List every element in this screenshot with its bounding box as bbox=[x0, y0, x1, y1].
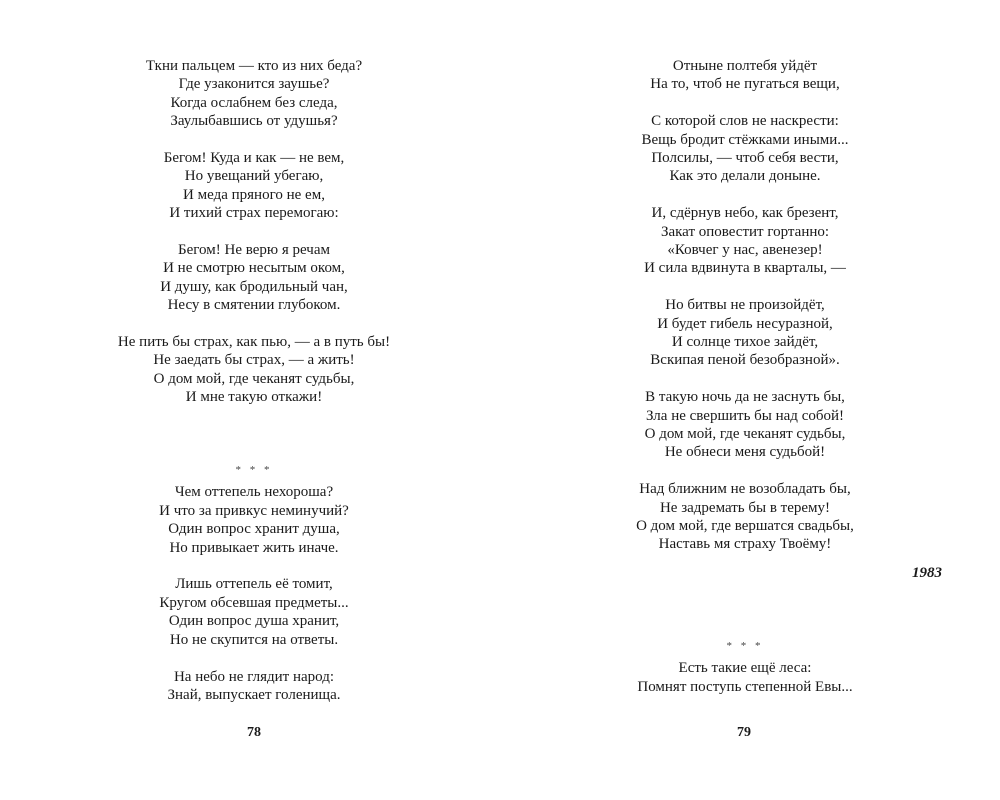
stanza bbox=[104, 575, 404, 649]
stanza bbox=[104, 333, 404, 407]
verse-line: И не смотрю несытым оком, bbox=[163, 260, 345, 277]
verse-line: Несу в смятении глубоком. bbox=[167, 297, 341, 314]
verse-line: Не заедать бы страх, — а жить! bbox=[153, 352, 355, 369]
page-number: 79 bbox=[737, 725, 751, 740]
verse-line: Один вопрос хранит душа, bbox=[168, 521, 340, 538]
verse-line: Ткни пальцем — кто из них беда? bbox=[145, 58, 363, 74]
verse-line: С которой слов не наскрести: bbox=[651, 113, 839, 130]
stanza bbox=[595, 480, 895, 554]
verse-line: И мне такую откажи! bbox=[185, 389, 323, 406]
verse-line: Лишь оттепель её томит, bbox=[175, 576, 333, 593]
poem-date: 1983 bbox=[912, 565, 942, 582]
verse-line: Вещь бродит стёжками иными... bbox=[641, 131, 849, 148]
stanza bbox=[595, 57, 895, 94]
verse-line: На небо не глядит народ: bbox=[173, 668, 335, 685]
stanza bbox=[104, 57, 404, 131]
verse-line: Чем оттепель нехороша? bbox=[174, 484, 334, 501]
verse-line: Один вопрос душа хранит, bbox=[168, 613, 340, 630]
verse-line: И, сдёрнув небо, как брезент, bbox=[651, 205, 839, 222]
verse-line: Не задремать бы в терему! bbox=[659, 499, 831, 516]
stanza bbox=[595, 296, 895, 370]
verse-line: И тихий страх перемогаю: bbox=[169, 205, 339, 222]
verse-line: И сила вдвинута в кварталы, — bbox=[644, 260, 846, 277]
verse-line: Наставь мя страху Твоёму! bbox=[658, 536, 832, 553]
verse-line: И солнце тихое зайдёт, bbox=[671, 334, 819, 351]
verse-line: Полсилы, — чтоб себя вести, bbox=[651, 150, 839, 167]
verse-line: О дом мой, где вершатся свадьбы, bbox=[636, 518, 854, 535]
verse-line: Кругом обсевшая предметы... bbox=[159, 594, 349, 611]
verse-line: И будет гибель несуразной, bbox=[657, 315, 833, 332]
stanza bbox=[104, 483, 404, 557]
verse-line: Бегом! Куда и как — не вем, bbox=[163, 150, 345, 167]
spacer bbox=[104, 425, 404, 461]
verse-line: И душу, как бродильный чан, bbox=[160, 278, 348, 295]
poem-2-continued bbox=[595, 57, 942, 583]
stanza bbox=[104, 668, 404, 705]
poem-3 bbox=[595, 659, 895, 696]
verse-line: Но привыкает жить иначе. bbox=[169, 539, 339, 556]
verse-line: Не пить бы страх, как пью, — а в путь бы! bbox=[117, 334, 391, 351]
verse-line: Зла не свершить бы над собой! bbox=[645, 407, 845, 424]
left-page-text bbox=[104, 57, 404, 723]
verse-line: Над ближним не возобладать бы, bbox=[639, 481, 851, 498]
verse-line: Но увещаний убегаю, bbox=[184, 168, 324, 185]
verse-line: Закат оповестит гортанно: bbox=[660, 223, 830, 240]
verse-line: Но битвы не произойдёт, bbox=[665, 297, 825, 314]
right-page-text bbox=[595, 57, 942, 714]
spacer bbox=[595, 601, 895, 637]
verse-line: Когда ослабнем без следа, bbox=[170, 94, 338, 111]
verse-line: Где узаконится заушье? bbox=[178, 76, 330, 93]
section-separator: * * * bbox=[726, 639, 764, 652]
stanza bbox=[104, 241, 404, 315]
verse-line: Отныне полтебя уйдёт bbox=[672, 58, 818, 74]
verse-line: Бегом! Не верю я речам bbox=[178, 242, 330, 259]
verse-line: О дом мой, где чеканят судьбы, bbox=[644, 426, 846, 443]
verse-line: Как это делали доныне. bbox=[669, 168, 821, 185]
stanza bbox=[595, 659, 895, 696]
stanza bbox=[595, 388, 895, 462]
verse-line: Знай, выпускает голенища. bbox=[167, 686, 341, 703]
verse-line: Помнят поступь степенной Евы... bbox=[637, 678, 853, 695]
poem-2 bbox=[104, 483, 404, 704]
right-page bbox=[500, 0, 1000, 800]
verse-line: Есть такие ещё леса: bbox=[678, 660, 812, 677]
verse-line: О дом мой, где чеканят судьбы, bbox=[153, 370, 355, 387]
verse-line: В такую ночь да не заснуть бы, bbox=[645, 389, 845, 406]
verse-line: На то, чтоб не пугаться вещи, bbox=[650, 76, 840, 93]
stanza bbox=[595, 204, 895, 278]
stanza bbox=[104, 149, 404, 223]
verse-line: И меда пряного не ем, bbox=[183, 186, 325, 203]
verse-line: И что за привкус неминучий? bbox=[159, 502, 349, 519]
verse-line: Но не скупится на ответы. bbox=[169, 631, 339, 648]
section-separator: * * * bbox=[235, 464, 273, 477]
poem-1 bbox=[104, 57, 404, 407]
verse-line: Заулыбавшись от удушья? bbox=[170, 113, 338, 130]
verse-line: «Ковчег у нас, авенезер! bbox=[667, 242, 823, 259]
page-number: 78 bbox=[247, 725, 261, 740]
verse-line: Не обнеси меня судьбой! bbox=[664, 444, 826, 461]
verse-line: Вскипая пеной безобразной». bbox=[650, 352, 840, 369]
stanza bbox=[595, 112, 895, 186]
